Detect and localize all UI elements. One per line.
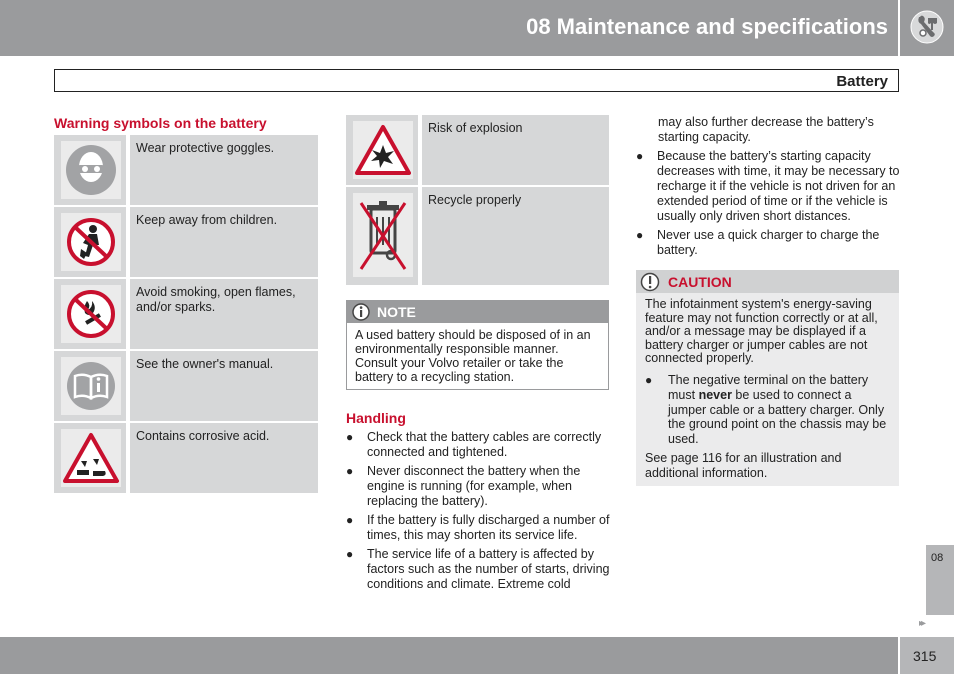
note-label: NOTE (377, 304, 416, 320)
symbol-icon-cell (346, 187, 420, 285)
bullet-continuation: may also further decrease the battery’s starting capacity. (658, 115, 874, 144)
no-smoking-flames-icon (63, 287, 119, 341)
bullet-text: Never disconnect the battery when the engine is running (for example, when replacing the battery). (367, 464, 581, 508)
caution-bullet-text: The negative terminal on the battery must never be used to connect a jumper cable or a battery charger. Only the ground point on the chassis may be used. (668, 373, 887, 447)
note-text: A used battery should be disposed of in an environmentally responsible manner. Consult your Volvo retailer or take the battery to a recycling station. (355, 328, 591, 384)
chapter-tab-label: 08 (931, 552, 944, 564)
symbol-icon-cell (346, 115, 420, 185)
header-bar (0, 0, 898, 56)
wrench-icon (910, 10, 944, 44)
bullet-dot: ● (636, 149, 644, 163)
section-header (54, 69, 899, 92)
symbol-text: See the owner's manual. (130, 351, 318, 421)
symbol-text: Keep away from children. (130, 207, 318, 277)
footer-page-box (898, 637, 954, 674)
bullet-text-part1: The service life of a battery is affected by factors such as the number of starts, driving conditions and climate. Extreme cold (367, 547, 610, 591)
symbol-row-no-flames (54, 279, 318, 349)
exclamation-icon (640, 272, 660, 292)
caution-intro: The infotainment system's energy-saving feature may not function correctly or at all, and/or a message may be displayed if a battery charger or jumper cables are not connected properly. (645, 297, 878, 365)
bullet-dot: ● (636, 228, 644, 242)
symbol-text: Wear protective goggles. (130, 135, 318, 205)
caution-box (636, 270, 899, 486)
note-header (347, 301, 608, 323)
header-icon-box (898, 0, 954, 56)
symbol-row-acid (54, 423, 318, 493)
chapter-tab[interactable] (926, 545, 954, 615)
corrosive-acid-icon (63, 431, 119, 485)
keep-away-children-icon (63, 215, 119, 269)
info-icon (351, 303, 371, 321)
bullet-dot: ● (346, 513, 354, 527)
caution-footer: See page 116 for an illustration and additional information. (645, 451, 842, 480)
bullet-dot: ● (346, 430, 354, 444)
section-label: Battery (836, 73, 888, 90)
next-page-arrows[interactable]: ▸▸ (919, 618, 924, 629)
symbol-icon-cell (54, 135, 128, 205)
symbol-icon-cell (54, 351, 128, 421)
bullet-dot: ● (645, 373, 653, 387)
bullet-text: Because the battery’s starting capacity decreases with time, it may be necessary to recharge it if the vehicle is not driven for an extended period of time or if the vehicle is usually only driven short distances. (657, 149, 900, 223)
page-title: 08 Maintenance and specifications (526, 14, 888, 39)
symbol-icon-cell (54, 207, 128, 277)
bullet-text: Check that the battery cables are correctly connected and tightened. (367, 430, 602, 459)
warning-symbols-heading: Warning symbols on the battery (54, 115, 267, 131)
explosion-icon (355, 123, 411, 177)
caution-header (636, 270, 899, 293)
goggles-icon (63, 143, 119, 197)
bullet-text: If the battery is fully discharged a number of times, this may shorten its service life. (367, 513, 610, 542)
symbol-row-goggles (54, 135, 318, 205)
bullet-dot: ● (346, 464, 354, 478)
symbol-text: Risk of explosion (422, 115, 609, 185)
handling-heading: Handling (346, 410, 406, 426)
symbol-icon-cell (54, 279, 128, 349)
bullet-dot: ● (346, 547, 354, 561)
symbol-text: Avoid smoking, open flames, and/or sparks. (130, 279, 318, 349)
recycle-bin-icon (355, 195, 411, 275)
owners-manual-icon (63, 359, 119, 413)
symbol-row-explosion (346, 115, 609, 185)
bullet-text: Never use a quick charger to charge the battery. (657, 228, 880, 257)
symbol-text: Contains corrosive acid. (130, 423, 318, 493)
symbol-text: Recycle properly (422, 187, 609, 285)
symbol-row-manual (54, 351, 318, 421)
page-number: 315 (913, 648, 937, 664)
symbol-icon-cell (54, 423, 128, 493)
note-box (346, 300, 609, 390)
symbol-row-children (54, 207, 318, 277)
caution-label: CAUTION (668, 274, 732, 290)
symbol-row-recycle (346, 187, 609, 285)
footer-bar (0, 637, 898, 674)
